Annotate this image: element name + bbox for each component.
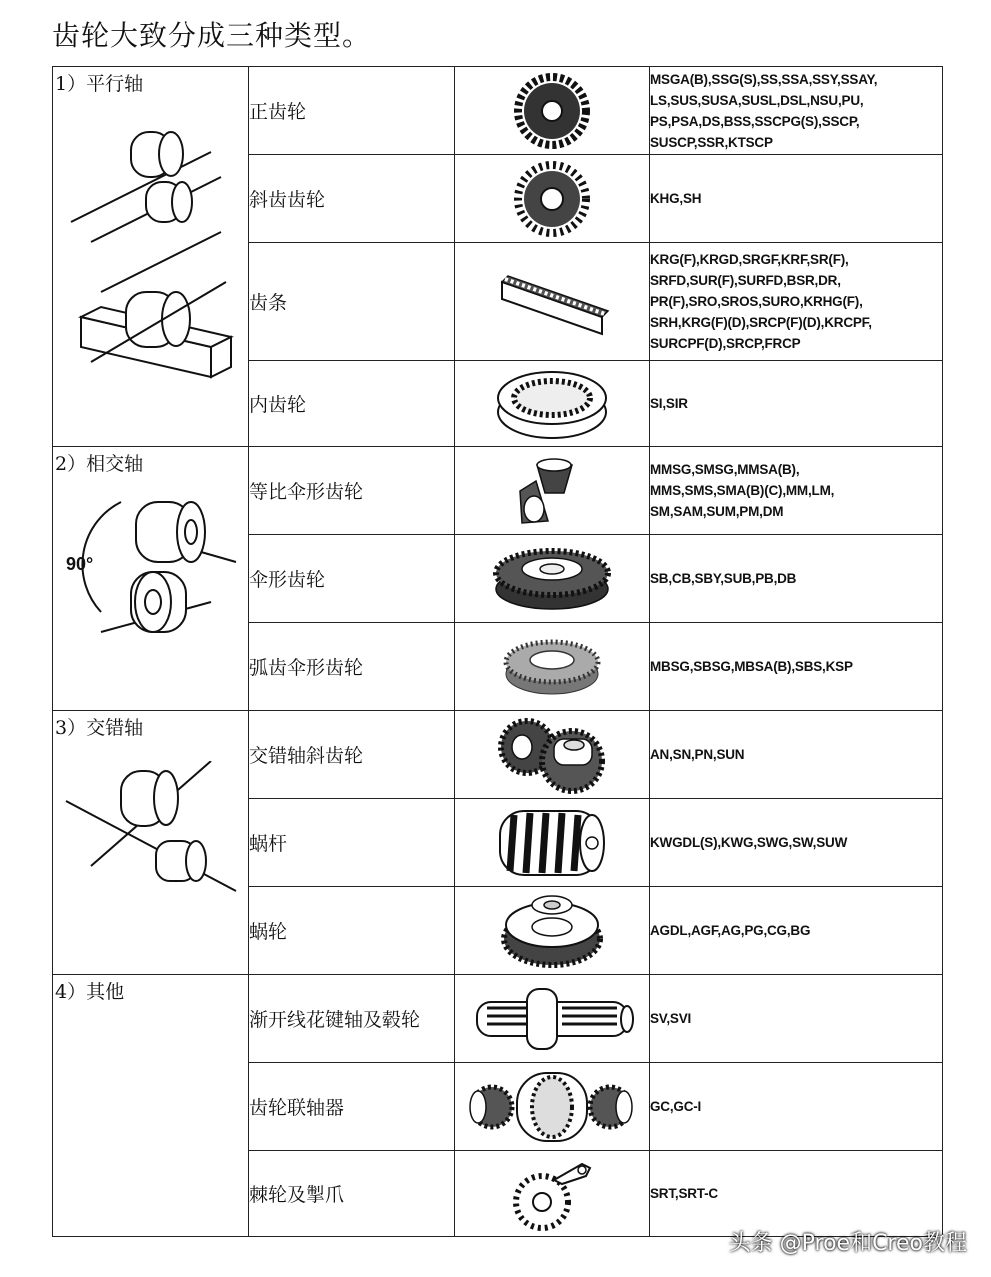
product-codes (650, 623, 943, 711)
table-row (53, 447, 943, 535)
watermark: 头条 @Proe和Creo教程 (728, 1231, 967, 1256)
product-codes (650, 1063, 943, 1151)
page-title: 齿轮大致分成三种类型。 (52, 19, 372, 52)
gear-name: 渐开线花键轴及毂轮 (249, 975, 455, 1063)
product-codes (650, 243, 943, 361)
codes-text: SRT,SRT-C (650, 1186, 718, 1201)
category-label: 1）平行轴 (55, 73, 144, 95)
gear-rack-icon (492, 262, 612, 342)
gear-picture (455, 1063, 650, 1151)
gear-name: 交错轴斜齿轮 (249, 711, 455, 799)
gear-picture (455, 887, 650, 975)
gear-name: 弧齿伞形齿轮 (249, 623, 455, 711)
gear-name: 正齿轮 (249, 67, 455, 155)
category-intersecting-axes (53, 447, 249, 711)
angle-label: 90° (66, 554, 94, 574)
worm-icon (492, 803, 612, 883)
codes-text: MSGA(B),SSG(S),SS,SSA,SSY,SSAY, LS,SUS,SUSA,SUSL,DSL,NSU,PU, PS,PSA,DS,BSS,SSCPG(S),SSCP, SUSCP,SSR,KTSCP (650, 71, 878, 150)
gear-name: 伞形齿轮 (249, 535, 455, 623)
product-codes (650, 1151, 943, 1237)
product-codes (650, 447, 943, 535)
helical-gear-icon (512, 159, 592, 239)
skew-shafts-icon (61, 761, 241, 911)
table-row (53, 711, 943, 799)
codes-text: AN,SN,PN,SUN (650, 747, 745, 762)
category-label: 4）其他 (55, 981, 125, 1003)
miter-gear-icon (512, 451, 592, 531)
gear-name: 斜齿齿轮 (249, 155, 455, 243)
product-codes (650, 67, 943, 155)
category-label: 3）交错轴 (55, 717, 144, 739)
parallel-shafts-icon (61, 112, 241, 412)
product-codes (650, 887, 943, 975)
product-codes (650, 711, 943, 799)
gear-picture (455, 361, 650, 447)
worm-wheel-icon (497, 891, 607, 971)
gear-name: 齿条 (249, 243, 455, 361)
category-other (53, 975, 249, 1237)
internal-gear-icon (492, 366, 612, 442)
category-skew-axes (53, 711, 249, 975)
product-codes (650, 361, 943, 447)
gear-name: 蜗轮 (249, 887, 455, 975)
table-row (53, 67, 943, 155)
bevel-gear-icon (492, 539, 612, 619)
codes-text: MMSG,SMSG,MMSA(B), MMS,SMS,SMA(B)(C),MM,LM, SM,SAM,SUM,PM,DM (650, 462, 835, 519)
gear-name: 棘轮及掣爪 (249, 1151, 455, 1237)
codes-text: GC,GC-I (650, 1099, 702, 1114)
ratchet-pawl-icon (502, 1154, 602, 1234)
gear-picture (455, 447, 650, 535)
gear-name: 内齿轮 (249, 361, 455, 447)
gear-picture (455, 67, 650, 155)
gear-picture (455, 623, 650, 711)
screw-gear-icon (492, 715, 612, 795)
spline-shaft-icon (467, 984, 637, 1054)
gear-name: 蜗杆 (249, 799, 455, 887)
category-label: 2）相交轴 (55, 453, 144, 475)
spiral-bevel-gear-icon (502, 632, 602, 702)
product-codes (650, 155, 943, 243)
gear-picture (455, 1151, 650, 1237)
table-row (53, 975, 943, 1063)
spur-gear-icon (512, 71, 592, 151)
gear-picture (455, 975, 650, 1063)
gear-picture (455, 243, 650, 361)
codes-text: SV,SVI (650, 1011, 692, 1026)
codes-text: KRG(F),KRGD,SRGF,KRF,SR(F), SRFD,SUR(F),SURFD,BSR,DR, PR(F),SRO,SROS,SURO,KRHG(F), SRH,KRG(F)(D),SRCP(F)(D),KRCPF, SURCPF(D),SRCP,FRCP (650, 252, 872, 351)
gear-picture (455, 535, 650, 623)
gear-name: 齿轮联轴器 (249, 1063, 455, 1151)
gear-picture (455, 155, 650, 243)
gear-picture (455, 799, 650, 887)
intersecting-shafts-icon (61, 482, 241, 682)
codes-text: SI,SIR (650, 396, 688, 411)
codes-text: MBSG,SBSG,MBSA(B),SBS,KSP (650, 659, 853, 674)
codes-text: AGDL,AGF,AG,PG,CG,BG (650, 923, 811, 938)
product-codes (650, 975, 943, 1063)
category-parallel-axes (53, 67, 249, 447)
codes-text: KHG,SH (650, 191, 702, 206)
gear-coupling-icon (462, 1067, 642, 1147)
product-codes (650, 799, 943, 887)
codes-text: SB,CB,SBY,SUB,PB,DB (650, 571, 797, 586)
codes-text: KWGDL(S),KWG,SWG,SW,SUW (650, 835, 848, 850)
gear-picture (455, 711, 650, 799)
gear-name: 等比伞形齿轮 (249, 447, 455, 535)
product-codes (650, 535, 943, 623)
gear-type-table (52, 66, 943, 1237)
